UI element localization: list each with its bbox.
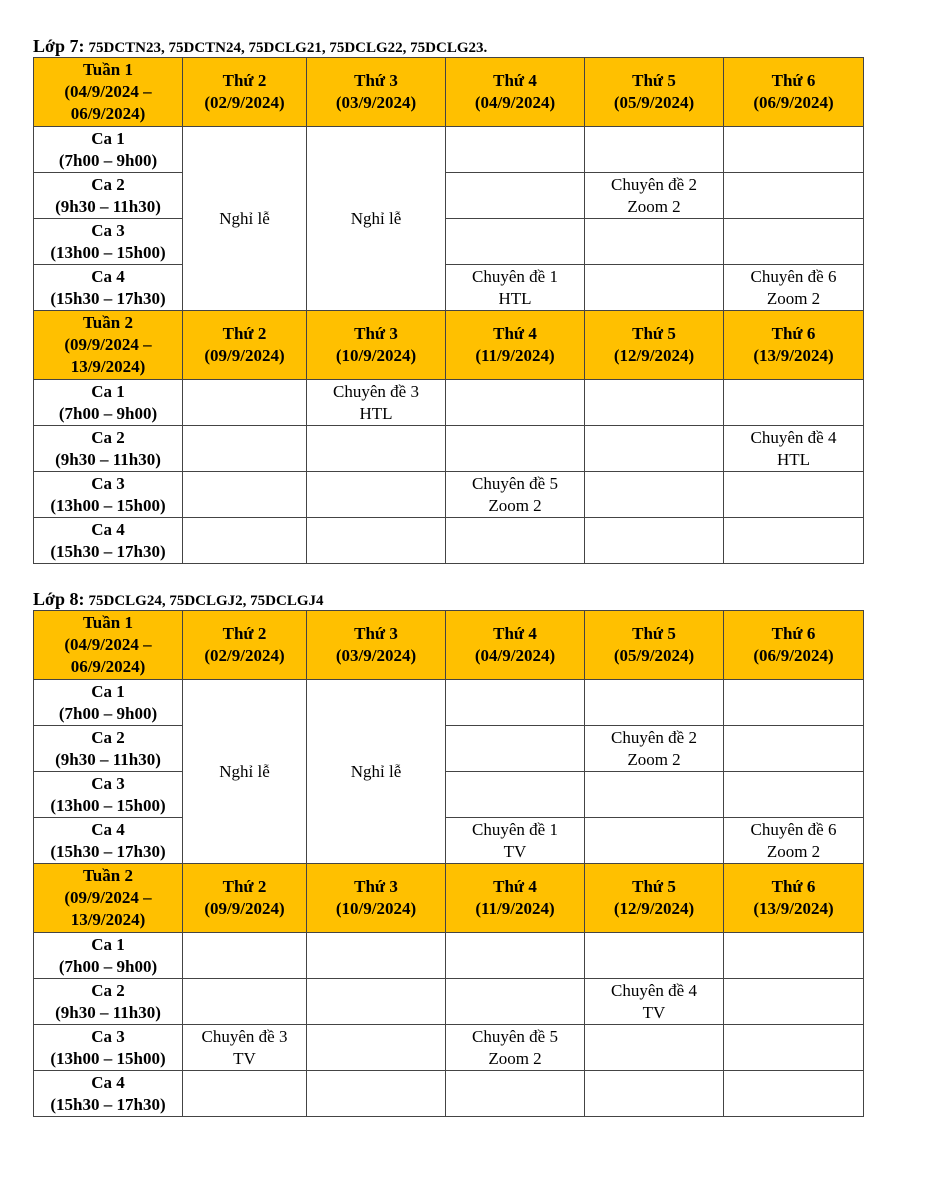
week-header-cell <box>34 58 183 127</box>
slot-label-cell <box>34 426 183 472</box>
schedule-cell <box>724 173 864 219</box>
cell-text-line: (03/9/2024) <box>335 93 417 112</box>
slot-row <box>34 426 864 472</box>
cell-text-line: (04/9/2024) <box>474 646 556 665</box>
cell-text-line: Tuần 2 <box>83 313 133 332</box>
schedule-cell <box>724 1071 864 1117</box>
schedule-cell <box>183 979 307 1025</box>
slot-row <box>34 1071 864 1117</box>
schedule-table <box>33 610 864 1117</box>
schedule-cell <box>585 818 724 864</box>
day-header-cell <box>183 58 307 127</box>
cell-text-line: Thứ 5 <box>632 877 676 896</box>
schedule-cell <box>446 219 585 265</box>
cell-text-line: (7h00 – 9h00) <box>58 703 158 723</box>
slot-row <box>34 518 864 564</box>
slot-row <box>34 979 864 1025</box>
cell-text-line: Thứ 5 <box>632 624 676 643</box>
cell-text-line: Ca 4 <box>91 1072 125 1092</box>
cell-text-line: Thứ 2 <box>222 71 267 90</box>
cell-text-line: Ca 3 <box>91 1026 125 1046</box>
day-header-cell <box>585 864 724 933</box>
class-codes: 75DCLG24, 75DCLGJ2, 75DCLGJ4 <box>88 593 324 609</box>
cell-text-line: Ca 3 <box>91 473 125 493</box>
slot-row <box>34 219 864 265</box>
cell-text-line: (09/9/2024) <box>204 346 285 365</box>
cell-text-line: (7h00 – 9h00) <box>58 403 158 423</box>
slot-label-cell <box>34 772 183 818</box>
schedule-cell <box>446 127 585 173</box>
week-header-cell <box>34 311 183 380</box>
day-header-cell <box>307 58 446 127</box>
day-header-cell <box>307 611 446 680</box>
schedule-cell <box>446 818 585 864</box>
cell-text-line: Thứ 3 <box>354 324 398 343</box>
day-header-cell <box>585 311 724 380</box>
cell-text-line: (7h00 – 9h00) <box>58 956 158 976</box>
slot-label-cell <box>34 933 183 979</box>
cell-text-line: Thứ 6 <box>771 71 816 90</box>
cell-text-line: Thứ 3 <box>354 877 398 896</box>
slot-row <box>34 1025 864 1071</box>
cell-text-line: (13h00 – 15h00) <box>50 495 166 515</box>
slot-row <box>34 173 864 219</box>
cell-text-line: Ca 2 <box>91 980 125 1000</box>
holiday-cell: Nghỉ lễ <box>307 680 446 864</box>
slot-row <box>34 265 864 311</box>
schedule-cell <box>724 472 864 518</box>
cell-text-line: Chuyên đề 6 <box>750 819 837 839</box>
cell-text-line: (04/9/2024) <box>474 93 556 112</box>
cell-text-line: Thứ 6 <box>771 624 816 643</box>
schedule-cell <box>307 933 446 979</box>
slot-label-cell <box>34 818 183 864</box>
cell-text-line: (7h00 – 9h00) <box>58 150 158 170</box>
schedule-cell <box>183 1071 307 1117</box>
cell-text-line: TV <box>233 1048 256 1068</box>
day-header-cell <box>446 611 585 680</box>
cell-text-line: (11/9/2024) <box>475 899 555 918</box>
cell-text-line: Chuyên đề 5 <box>472 473 558 493</box>
schedule-cell <box>446 680 585 726</box>
cell-text-line: (05/9/2024) <box>613 646 695 665</box>
slot-label-cell <box>34 127 183 173</box>
slot-label-cell <box>34 219 183 265</box>
schedule-cell <box>307 518 446 564</box>
day-header-cell <box>446 311 585 380</box>
cell-text-line: (13/9/2024) <box>753 346 834 365</box>
cell-text-line: (13h00 – 15h00) <box>50 1048 166 1068</box>
cell-text-line: 06/9/2024) <box>70 657 146 676</box>
schedule-cell <box>446 726 585 772</box>
slot-row <box>34 933 864 979</box>
day-header-cell <box>183 864 307 933</box>
slot-row <box>34 680 864 726</box>
cell-text-line: (10/9/2024) <box>335 346 417 365</box>
day-header-cell <box>724 58 864 127</box>
schedule-cell <box>724 680 864 726</box>
schedule-cell <box>307 472 446 518</box>
schedule-cell <box>724 127 864 173</box>
schedule-cell <box>585 127 724 173</box>
schedule-cell <box>307 380 446 426</box>
day-header-cell <box>724 311 864 380</box>
slot-label-cell <box>34 1071 183 1117</box>
cell-text-line: (15h30 – 17h30) <box>50 288 166 308</box>
cell-text-line: (9h30 – 11h30) <box>55 1002 161 1022</box>
cell-text-line: (06/9/2024) <box>753 93 834 112</box>
cell-text-line: (15h30 – 17h30) <box>50 1094 166 1114</box>
schedule-table <box>33 57 864 564</box>
cell-text-line: Thứ 2 <box>222 877 267 896</box>
slot-row <box>34 127 864 173</box>
cell-text-line: (12/9/2024) <box>613 899 695 918</box>
cell-text-line: TV <box>642 1002 666 1022</box>
schedule-cell <box>183 380 307 426</box>
cell-text-line: Ca 4 <box>91 819 125 839</box>
cell-text-line: Ca 1 <box>91 934 125 954</box>
cell-text-line: Ca 1 <box>91 128 125 148</box>
slot-label-cell <box>34 265 183 311</box>
cell-text-line: (09/9/2024 – <box>64 335 152 354</box>
day-header-cell <box>446 864 585 933</box>
cell-text-line: Thứ 2 <box>222 324 267 343</box>
holiday-cell: Nghỉ lễ <box>307 127 446 311</box>
cell-text-line: Thứ 4 <box>493 877 537 896</box>
schedule-cell <box>585 726 724 772</box>
slot-row <box>34 472 864 518</box>
cell-text-line: TV <box>503 841 527 861</box>
cell-text-line: Tuần 2 <box>83 866 133 885</box>
cell-text-line: Ca 1 <box>91 681 125 701</box>
cell-text-line: (12/9/2024) <box>613 346 695 365</box>
cell-text-line: HTL <box>776 449 811 469</box>
schedule-cell <box>446 1025 585 1071</box>
schedule-cell <box>585 680 724 726</box>
cell-text-line: Zoom 2 <box>488 495 542 515</box>
schedule-cell <box>724 265 864 311</box>
cell-text-line: Thứ 5 <box>632 324 676 343</box>
schedule-cell <box>183 518 307 564</box>
schedule-cell <box>585 380 724 426</box>
schedule-cell <box>446 518 585 564</box>
cell-text-line: Tuần 1 <box>83 60 133 79</box>
cell-text-line: Zoom 2 <box>627 196 681 216</box>
slot-label-cell <box>34 979 183 1025</box>
schedule-cell <box>307 1025 446 1071</box>
cell-text-line: Thứ 5 <box>632 71 676 90</box>
class-section-lop-8 <box>33 588 863 1117</box>
cell-text-line: Thứ 2 <box>222 624 267 643</box>
schedule-cell <box>585 518 724 564</box>
week-header-row <box>34 864 864 933</box>
cell-text-line: Chuyên đề 3 <box>333 381 419 401</box>
cell-text-line: Ca 4 <box>91 266 125 286</box>
week-header-row <box>34 611 864 680</box>
cell-text-line: Chuyên đề 4 <box>611 980 697 1000</box>
schedule-cell <box>446 472 585 518</box>
schedule-cell <box>724 772 864 818</box>
schedule-cell <box>585 933 724 979</box>
cell-text-line: (09/9/2024 – <box>64 888 152 907</box>
class-label: Lớp 7: <box>33 36 85 56</box>
cell-text-line: Chuyên đề 2 <box>611 174 697 194</box>
cell-text-line: Chuyên đề 1 <box>472 819 558 839</box>
cell-text-line: Chuyên đề 5 <box>472 1026 558 1046</box>
slot-row <box>34 818 864 864</box>
schedule-cell <box>307 426 446 472</box>
slot-label-cell <box>34 173 183 219</box>
slot-label-cell <box>34 726 183 772</box>
cell-text-line: (04/9/2024 – <box>64 82 152 101</box>
day-header-cell <box>724 864 864 933</box>
cell-text-line: (9h30 – 11h30) <box>55 749 161 769</box>
schedule-cell <box>724 818 864 864</box>
cell-text-line: Chuyên đề 2 <box>611 727 697 747</box>
cell-text-line: HTL <box>498 288 532 308</box>
cell-text-line: Thứ 4 <box>493 71 537 90</box>
day-header-cell <box>307 864 446 933</box>
day-header-cell <box>585 611 724 680</box>
schedule-cell <box>724 1025 864 1071</box>
cell-text-line: (05/9/2024) <box>613 93 695 112</box>
cell-text-line: (02/9/2024) <box>204 646 285 665</box>
cell-text-line: 13/9/2024) <box>70 910 146 929</box>
week-header-row <box>34 311 864 380</box>
schedule-cell <box>446 173 585 219</box>
schedule-cell <box>724 518 864 564</box>
cell-text-line: Ca 3 <box>91 220 125 240</box>
cell-text-line: Thứ 4 <box>493 324 537 343</box>
day-header-cell <box>446 58 585 127</box>
cell-text-line: Chuyên đề 4 <box>750 427 837 447</box>
cell-text-line: Thứ 6 <box>771 324 816 343</box>
cell-text-line: (11/9/2024) <box>475 346 555 365</box>
class-label: Lớp 8: <box>33 589 85 609</box>
schedule-cell <box>724 426 864 472</box>
cell-text-line: (9h30 – 11h30) <box>55 449 161 469</box>
schedule-cell <box>585 173 724 219</box>
cell-text-line: (15h30 – 17h30) <box>50 541 166 561</box>
slot-label-cell <box>34 1025 183 1071</box>
week-header-cell <box>34 611 183 680</box>
slot-label-cell <box>34 518 183 564</box>
class-heading <box>33 588 863 610</box>
schedule-cell <box>183 1025 307 1071</box>
cell-text-line: Ca 2 <box>91 174 125 194</box>
schedule-cell <box>307 1071 446 1117</box>
schedule-cell <box>585 1025 724 1071</box>
holiday-cell: Nghỉ lễ <box>183 127 307 311</box>
holiday-cell: Nghỉ lễ <box>183 680 307 864</box>
cell-text-line: Ca 3 <box>91 773 125 793</box>
day-header-cell <box>307 311 446 380</box>
cell-text-line: Thứ 3 <box>354 71 398 90</box>
schedule-cell <box>183 426 307 472</box>
schedule-cell <box>446 1071 585 1117</box>
slot-label-cell <box>34 472 183 518</box>
cell-text-line: Zoom 2 <box>766 841 821 861</box>
cell-text-line: Zoom 2 <box>488 1048 542 1068</box>
class-heading <box>33 35 863 57</box>
cell-text-line: (10/9/2024) <box>335 899 417 918</box>
schedule-cell <box>446 426 585 472</box>
cell-text-line: 13/9/2024) <box>70 357 146 376</box>
slot-row <box>34 726 864 772</box>
cell-text-line: Ca 4 <box>91 519 125 539</box>
class-codes: 75DCTN23, 75DCTN24, 75DCLG21, 75DCLG22, 75DCLG23. <box>88 40 488 56</box>
schedule-cell <box>585 1071 724 1117</box>
schedule-cell <box>724 933 864 979</box>
schedule-cell <box>585 979 724 1025</box>
schedule-cell <box>724 219 864 265</box>
cell-text-line: (06/9/2024) <box>753 646 834 665</box>
schedule-cell <box>585 472 724 518</box>
schedule-cell <box>724 979 864 1025</box>
week-header-cell <box>34 864 183 933</box>
schedule-cell <box>446 265 585 311</box>
cell-text-line: (03/9/2024) <box>335 646 417 665</box>
slot-row <box>34 380 864 426</box>
cell-text-line: (13/9/2024) <box>753 899 834 918</box>
cell-text-line: HTL <box>359 403 393 423</box>
cell-text-line: Chuyên đề 3 <box>201 1026 288 1046</box>
cell-text-line: Tuần 1 <box>83 613 133 632</box>
cell-text-line: (13h00 – 15h00) <box>50 242 166 262</box>
cell-text-line: Thứ 3 <box>354 624 398 643</box>
schedule-cell <box>446 380 585 426</box>
cell-text-line: Chuyên đề 1 <box>472 266 558 286</box>
cell-text-line: Ca 2 <box>91 727 125 747</box>
cell-text-line: (9h30 – 11h30) <box>55 196 161 216</box>
class-section-lop-7 <box>33 35 863 564</box>
schedule-cell <box>724 380 864 426</box>
cell-text-line: Chuyên đề 6 <box>750 266 837 286</box>
day-header-cell <box>724 611 864 680</box>
cell-text-line: (02/9/2024) <box>204 93 285 112</box>
day-header-cell <box>183 311 307 380</box>
cell-text-line: Ca 1 <box>91 381 125 401</box>
day-header-cell <box>585 58 724 127</box>
schedule-cell <box>585 265 724 311</box>
schedule-cell <box>585 426 724 472</box>
cell-text-line: Thứ 4 <box>493 624 537 643</box>
cell-text-line: (15h30 – 17h30) <box>50 841 166 861</box>
week-header-row <box>34 58 864 127</box>
schedule-cell <box>307 979 446 1025</box>
schedule-cell <box>446 979 585 1025</box>
slot-label-cell <box>34 380 183 426</box>
schedule-cell <box>724 726 864 772</box>
cell-text-line: (13h00 – 15h00) <box>50 795 166 815</box>
schedule-cell <box>585 219 724 265</box>
cell-text-line: Thứ 6 <box>771 877 816 896</box>
cell-text-line: Ca 2 <box>91 427 125 447</box>
cell-text-line: Zoom 2 <box>766 288 821 308</box>
schedule-cell <box>446 933 585 979</box>
day-header-cell <box>183 611 307 680</box>
cell-text-line: (09/9/2024) <box>204 899 285 918</box>
cell-text-line: (04/9/2024 – <box>64 635 152 654</box>
cell-text-line: 06/9/2024) <box>70 104 146 123</box>
slot-label-cell <box>34 680 183 726</box>
schedule-cell <box>183 933 307 979</box>
slot-row <box>34 772 864 818</box>
cell-text-line: Zoom 2 <box>627 749 681 769</box>
schedule-cell <box>183 472 307 518</box>
schedule-cell <box>585 772 724 818</box>
schedule-cell <box>446 772 585 818</box>
